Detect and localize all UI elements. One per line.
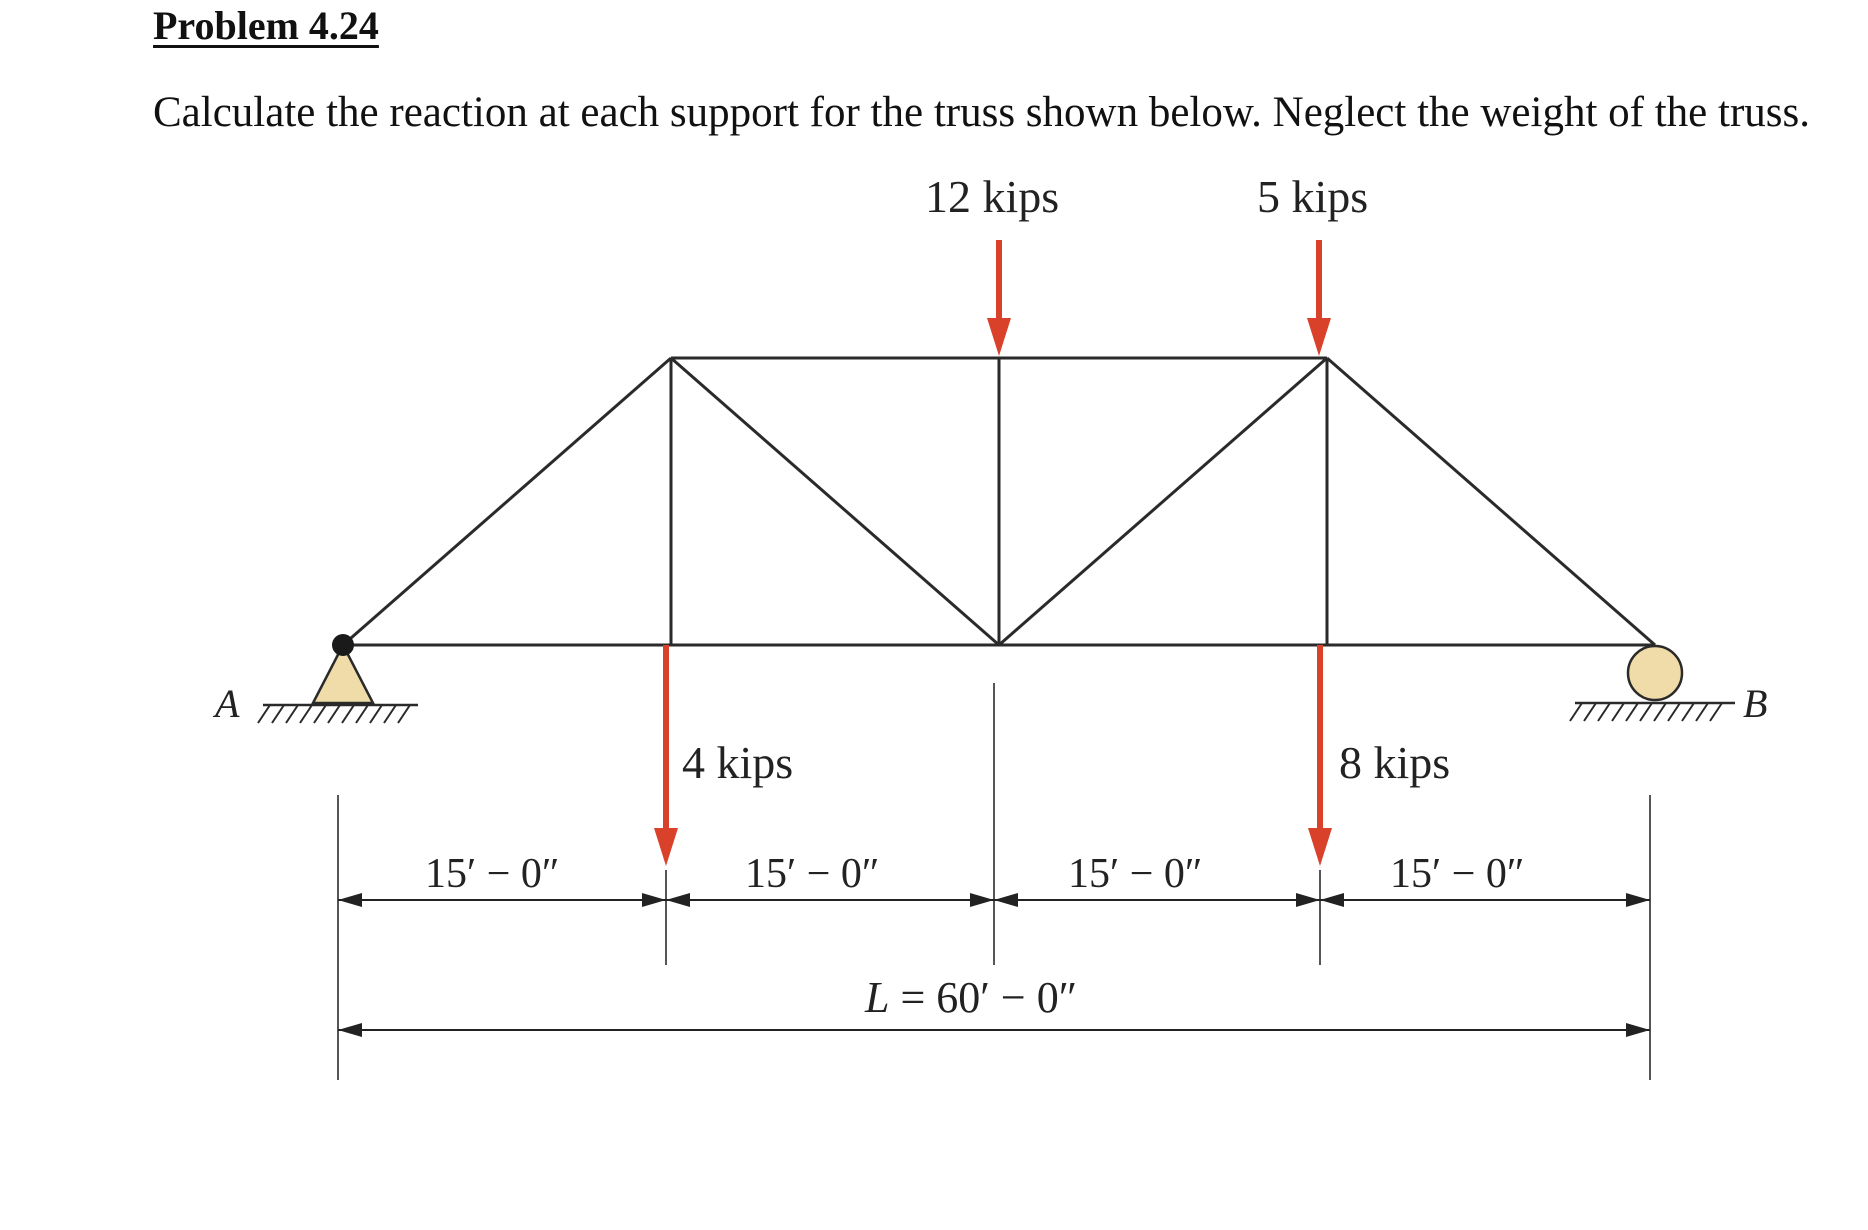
- problem-title: Problem 4.24: [153, 3, 379, 48]
- dimension-total: [864, 973, 1077, 1022]
- left-end-diagonal: [343, 358, 671, 645]
- diagonal-left-inner: [671, 358, 999, 645]
- diagonal-right-inner: [999, 358, 1327, 645]
- load-5-kips: [1257, 171, 1368, 356]
- load-arrow-head: [1308, 828, 1332, 866]
- load-label-4-kips: 4 kips: [682, 737, 794, 788]
- load-arrow-head: [654, 828, 678, 866]
- load-12-kips: [925, 171, 1059, 356]
- overall-dimension-line: [338, 1023, 1650, 1037]
- dimension-panel-3: 15′ − 0″: [1068, 851, 1203, 897]
- truss-members: [343, 358, 1655, 645]
- pin-joint: [332, 634, 354, 656]
- roller-wheel: [1628, 646, 1682, 700]
- load-label-8-kips: 8 kips: [1339, 737, 1451, 788]
- pin-ground-hatch: [258, 705, 410, 723]
- problem-statement: Calculate the reaction at each support for the truss shown below. Neglect the weight of the truss.: [153, 89, 1810, 136]
- load-label-5-kips: 5 kips: [1257, 171, 1369, 222]
- load-arrow-head: [987, 318, 1011, 356]
- load-8-kips: [1308, 645, 1450, 866]
- load-arrow-head: [1307, 318, 1331, 356]
- dimension-panel-1: 15′ − 0″: [425, 851, 560, 897]
- right-end-diagonal: [1327, 358, 1655, 645]
- load-4-kips: [654, 645, 793, 866]
- roller-ground-hatch: [1570, 703, 1722, 721]
- dimension-total-var: L: [865, 973, 890, 1022]
- dimension-total-value: = 60′ − 0″: [889, 973, 1078, 1022]
- support-label-b: B: [1743, 681, 1768, 726]
- dimension-panel-2: 15′ − 0″: [745, 851, 880, 897]
- dimension-panel-4: 15′ − 0″: [1390, 851, 1525, 897]
- roller-support-b: [1570, 646, 1767, 726]
- support-label-a: A: [215, 681, 240, 726]
- pin-support-a: [212, 634, 418, 726]
- load-label-12-kips: 12 kips: [925, 171, 1060, 222]
